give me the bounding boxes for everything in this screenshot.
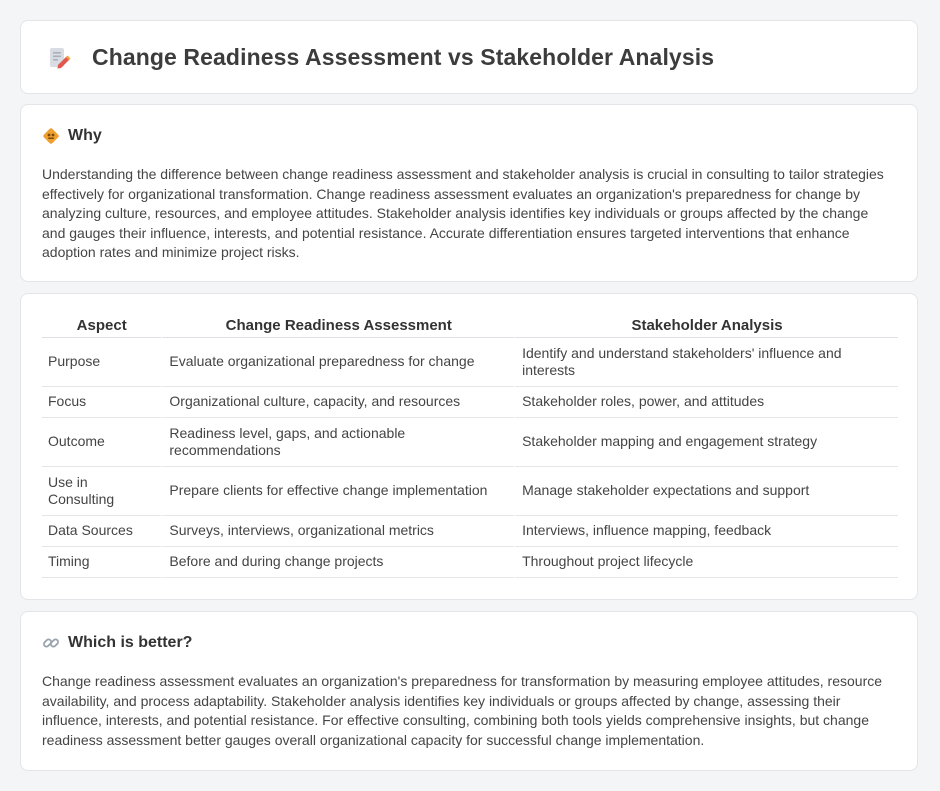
page-title: Change Readiness Assessment vs Stakeholder Analysis bbox=[92, 44, 715, 70]
header-change-readiness: Change Readiness Assessment bbox=[161, 312, 514, 338]
row-stakeholder: Manage stakeholder expectations and support bbox=[514, 467, 898, 516]
row-aspect: Focus bbox=[42, 387, 161, 418]
row-stakeholder: Throughout project lifecycle bbox=[514, 547, 898, 578]
row-readiness: Before and during change projects bbox=[161, 547, 514, 578]
row-aspect: Use in Consulting bbox=[42, 467, 161, 516]
why-title: Why bbox=[68, 127, 102, 144]
why-heading bbox=[42, 127, 102, 145]
row-aspect: Timing bbox=[42, 547, 161, 578]
row-stakeholder: Identify and understand stakeholders' influence and interests bbox=[514, 338, 898, 387]
header-stakeholder: Stakeholder Analysis bbox=[514, 312, 898, 338]
row-aspect: Purpose bbox=[42, 338, 161, 387]
row-stakeholder: Interviews, influence mapping, feedback bbox=[514, 516, 898, 547]
row-readiness: Surveys, interviews, organizational metrics bbox=[161, 516, 514, 547]
row-readiness: Prepare clients for effective change implementation bbox=[161, 467, 514, 516]
table-row bbox=[42, 467, 898, 516]
header-aspect: Aspect bbox=[42, 312, 161, 338]
row-stakeholder: Stakeholder mapping and engagement strategy bbox=[514, 418, 898, 467]
header-card bbox=[20, 20, 918, 94]
diamond-sign-icon bbox=[42, 127, 60, 145]
comparison-table bbox=[42, 312, 898, 578]
table-header-row bbox=[42, 312, 898, 338]
which-better-title: Which is better? bbox=[68, 634, 193, 651]
table-row bbox=[42, 547, 898, 578]
which-better-section bbox=[20, 611, 918, 771]
why-section bbox=[20, 104, 918, 282]
table-row bbox=[42, 516, 898, 547]
which-better-body: Change readiness assessment evaluates an organization's preparedness for transformation by measuring employee attitudes, resource availability, and process adaptability. Stakeholder analysis identifies key individuals or groups affected by change, assessing their influence, interests, and potential resistance. For effective consulting, combining both tools yields comprehensive insights, but change readiness assessment better gauges overall organizational capacity for successful change implementation. bbox=[42, 673, 883, 748]
link-icon bbox=[42, 634, 60, 652]
table-row bbox=[42, 338, 898, 387]
row-stakeholder: Stakeholder roles, power, and attitudes bbox=[514, 387, 898, 418]
row-aspect: Data Sources bbox=[42, 516, 161, 547]
row-readiness: Organizational culture, capacity, and resources bbox=[161, 387, 514, 418]
row-readiness: Evaluate organizational preparedness for change bbox=[161, 338, 514, 387]
table-row bbox=[42, 387, 898, 418]
row-aspect: Outcome bbox=[42, 418, 161, 467]
row-readiness: Readiness level, gaps, and actionable recommendations bbox=[161, 418, 514, 467]
document-edit-icon bbox=[47, 46, 71, 70]
table-row bbox=[42, 418, 898, 467]
comparison-table-card bbox=[20, 293, 918, 600]
which-better-heading bbox=[42, 634, 192, 652]
why-body: Understanding the difference between change readiness assessment and stakeholder analysis is crucial in consulting to tailor strategies effectively for organizational transformation. Change readiness assessment evaluates an organization's preparedness for change by analyzing culture, resources, and employee attitudes. Stakeholder analysis identifies key individuals or groups affected by the change and gauges their influence, interests, and potential resistance. Accurate differentiation ensures targeted interventions that enhance adoption rates and minimize project risks. bbox=[42, 166, 884, 261]
